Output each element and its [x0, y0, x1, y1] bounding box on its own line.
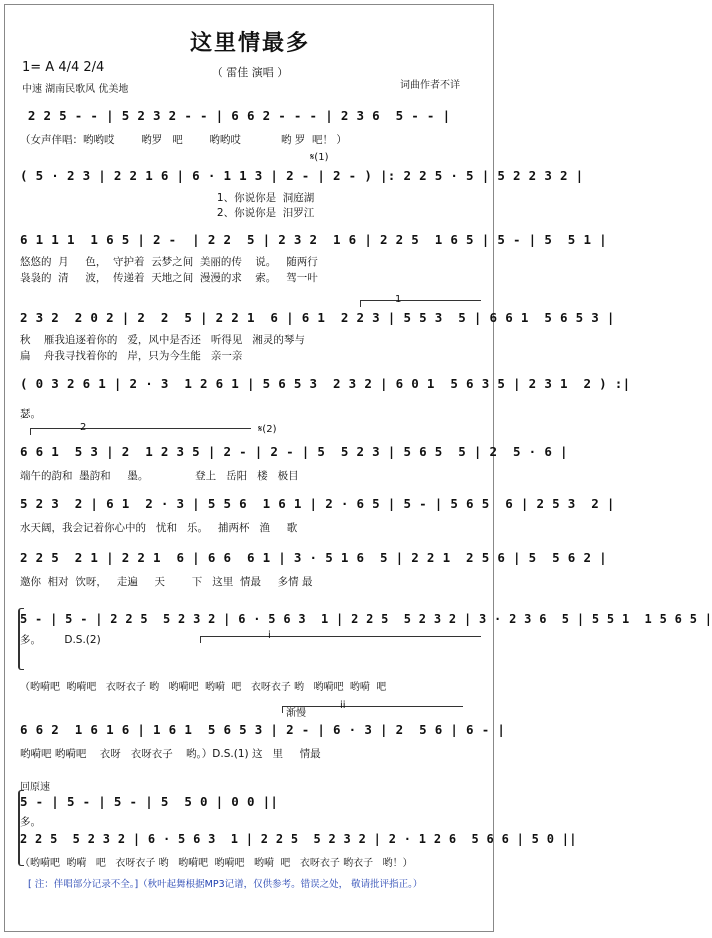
lyric-line: 秋 雁我追逐着你的 爱，风中是否还 听得见 湘灵的琴与 — [20, 334, 305, 346]
segno-2-marker: 𝄋(2) — [258, 424, 277, 435]
notation-line: 5 - | 5 - | 5 - | 5 5 0 | 0 0 || — [20, 794, 279, 809]
segno-1-marker: 𝄋(1) — [310, 152, 329, 163]
volta-bracket-2 — [30, 428, 251, 435]
lyric-line: 多。 D.S.(2) — [20, 634, 101, 646]
volta-bracket-1 — [360, 300, 481, 307]
lyric-line: 多。 — [20, 816, 41, 828]
a-tempo-marker: 回原速 — [20, 782, 50, 793]
footer-note: [ 注：伴唱部分记录不全。]（秋叶起舞根据MP3记谱，仅供参考。错误之处， 敬请批评指正。） — [28, 879, 423, 890]
lyric-line: 瑟。 — [20, 408, 41, 420]
volta-ii-label: ii — [340, 700, 346, 711]
notation-line: 6 6 1 5 3 | 2 1 2 3 5 | 2 - | 2 - | 5 5 2 3 | 5 6 5 5 | 2 5 · 6 | — [20, 444, 568, 459]
notation-line: 6 1 1 1 1 6 5 | 2 - | 2 2 5 | 2 3 2 1 6 | 2 2 5 1 6 5 | 5 - | 5 5 1 | — [20, 232, 607, 247]
lyric-line: 水天阔，我会记着你心中的 忧和 乐。 捕两杯 渔 歌 — [20, 522, 298, 534]
lyric-line: （哟嗬吧 哟嗬 吧 衣呀衣子 哟 哟嗬吧 哟嗬吧 哟嗬 吧 衣呀衣子 哟衣子 哟！） — [20, 858, 413, 869]
lyric-line: 2、你说你是 汨罗江 — [20, 207, 315, 219]
song-title: 这里情最多 — [189, 30, 310, 56]
volta-i-label: i — [268, 630, 271, 641]
volta-1-label: 1 — [395, 294, 402, 305]
notation-line: 5 - | 5 - | 2 2 5 5 2 3 2 | 6 · 5 6 3 1 | 2 2 5 5 2 3 2 | 3 · 2 3 6 5 | 5 5 1 1 5 6 5 | — [20, 612, 712, 626]
volta-bracket-ii — [282, 706, 463, 713]
notation-line-lower: 2 2 5 5 2 3 2 | 6 · 5 6 3 1 | 2 2 5 5 2 3 2 | 2 · 1 2 6 5 6 6 | 5 0 || — [20, 832, 577, 846]
notation-line: 2 2 5 - - | 5 2 3 2 - - | 6 6 2 - - - | 2 3 6 5 - - | — [20, 108, 451, 123]
notation-line: 6 6 2 1 6 1 6 | 1 6 1 5 6 5 3 | 2 - | 6 · 3 | 2 5 6 | 6 - | — [20, 722, 506, 737]
lyric-line: 端午的韵和 墨韵和 墨。 登上 岳阳 楼 极目 — [20, 470, 299, 482]
lyric-line: 袅袅的 清 波， 传递着 天地之间 漫漫的求 索。 驾一叶 — [20, 272, 318, 284]
lyric-line: 哟嗬吧 哟嗬吧 衣呀 衣呀衣子 哟。）D.S.(1) 这 里 情最 — [20, 748, 321, 760]
author-credit: 词曲作者不详 — [400, 80, 460, 91]
lyric-line: 1、你说你是 洞庭湖 — [20, 192, 315, 204]
volta-2-label: 2 — [80, 422, 87, 433]
notation-line: ( 0 3 2 6 1 | 2 · 3 1 2 6 1 | 5 6 5 3 2 3 2 | 6 0 1 5 6 3 5 | 2 3 1 2 ) :| — [20, 376, 631, 391]
key-signature: 1= A 4/4 2/4 — [22, 60, 105, 75]
lyric-line: 扁 舟我寻找着你的 岸，只为今生能 亲一亲 — [20, 350, 243, 362]
lyric-line: （哟嗬吧 哟嗬吧 衣呀衣子 哟 哟嗬吧 哟嗬 吧 衣呀衣子 哟 哟嗬吧 哟嗬 吧 — [20, 682, 387, 693]
tempo-marking: 中速 湖南民歌风 优美地 — [22, 84, 129, 95]
notation-line: ( 5 · 2 3 | 2 2 1 6 | 6 · 1 1 3 | 2 - | 2 - ) |: 2 2 5 · 5 | 5 2 2 3 2 | — [20, 168, 584, 183]
notation-line: 5 2 3 2 | 6 1 2 · 3 | 5 5 6 1 6 1 | 2 · 6 5 | 5 - | 5 6 5 6 | 2 5 3 2 | — [20, 496, 615, 511]
singer-credit: （ 雷佳 演唱 ） — [211, 66, 289, 79]
lyric-line: 悠悠的 月 色， 守护着 云梦之间 美丽的传 说。 随两行 — [20, 256, 318, 268]
lyric-line: （女声伴唱：哟哟哎 哟罗 吧 哟哟哎 哟 罗 吧！ ） — [20, 134, 347, 146]
notation-line: 2 3 2 2 0 2 | 2 2 5 | 2 2 1 6 | 6 1 2 2 3 | 5 5 3 5 | 6 6 1 5 6 5 3 | — [20, 310, 615, 325]
lyric-line: 邀你 相对 饮呀， 走遍 天 下 这里 情最 多情 最 — [20, 576, 313, 588]
notation-line: 2 2 5 2 1 | 2 2 1 6 | 6 6 6 1 | 3 · 5 1 6 5 | 2 2 1 2 5 6 | 5 5 6 2 | — [20, 550, 607, 565]
ritardando-marker: 渐慢 — [286, 708, 306, 719]
